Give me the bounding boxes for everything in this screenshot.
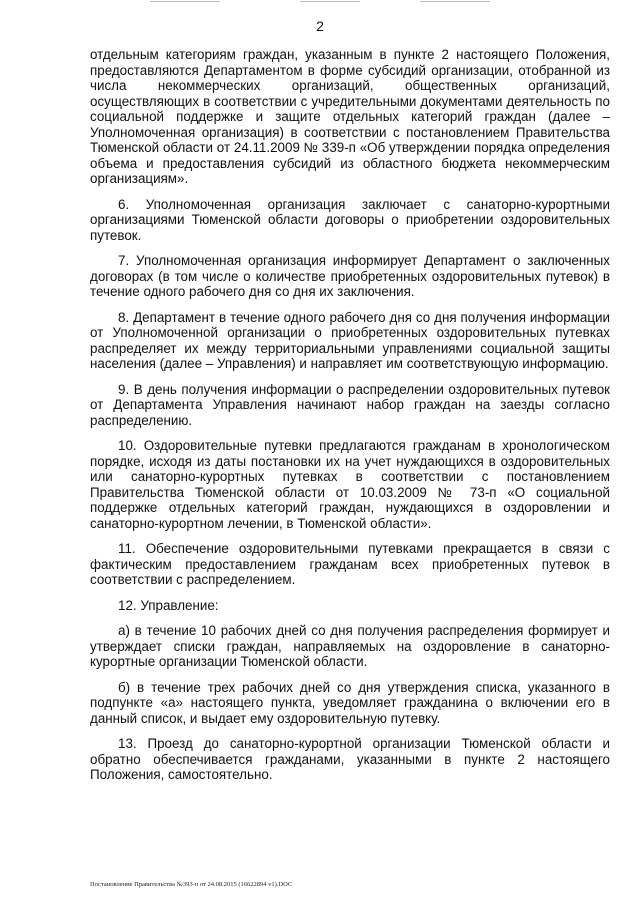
- paragraph-item-10: 10. Оздоровительные путевки предлагаются гражданам в хронологическом порядке, исходя из даты постановки их на учет нуждающихся в оздоровительных или санаторно-курортных путевках в соответствии с постановлением Правительства Тюменской области от 10.03.2009 № 73-п «О социальной поддержке отдельных категорий граждан, нуждающихся в оздоровлении и санаторно-курортном лечении, в Тюменской области».: [90, 438, 610, 531]
- scan-edge-line: [150, 1, 220, 2]
- page-number: 2: [316, 18, 324, 34]
- paragraph-item-11: 11. Обеспечение оздоровительными путевками прекращается в связи с фактическим предоставлением гражданам всех приобретенных путевок в соответствии с распределением.: [90, 541, 610, 587]
- scan-edge-line: [420, 1, 490, 2]
- document-footer: Постановление Правительства №393-п от 24.08.2015 (16622894 v1).DOC: [90, 881, 293, 888]
- paragraph-item-12: 12. Управление:: [118, 597, 219, 613]
- scan-edge-line: [300, 1, 360, 2]
- paragraph: отдельным категориям граждан, указанным в пункте 2 настоящего Положения, предоставляются Департаментом в форме субсидий организации, отобранной из числа некоммерческих организаций, общественных организаций, осуществляющих в соответствии с учредительными документами деятельность по социальной поддержке и защите отдельных категорий граждан (далее – Уполномоченная организация) в соответствии с постановлением Правительства Тюменской области от 24.11.2009 № 339-п «Об утверждении порядка определения объема и предоставления субсидий из областного бюджета некоммерческим организациям».: [90, 47, 610, 186]
- paragraph-item-8: 8. Департамент в течение одного рабочего дня со дня получения информации от Уполномоченной организации о приобретенных оздоровительных путевках распределяет их между территориальными управлениями социальной защиты населения (далее – Управления) и направляет им соответствующую информацию.: [90, 309, 610, 371]
- subparagraph-a: а) в течение 10 рабочих дней со дня получения распределения формирует и утверждает списки граждан, направляемых на оздоровление в санаторно-курортные организации Тюменской области.: [90, 623, 610, 669]
- paragraph-item-7: 7. Уполномоченная организация информирует Департамент о заключенных договорах (в том числе о количестве приобретенных оздоровительных путевок) в течение одного рабочего дня со дня их заключения.: [90, 253, 610, 299]
- subparagraph-b: б) в течение трех рабочих дней со дня утверждения списка, указанного в подпункте «а» настоящего пункта, уведомляет гражданина о включении его в данный список, и выдает ему оздоровительную путевку.: [90, 679, 610, 726]
- paragraph-item-9: 9. В день получения информации о распределении оздоровительных путевок от Департамента Управления начинают набор граждан на заезды согласно распределению.: [90, 381, 610, 428]
- paragraph-item-13: 13. Проезд до санаторно-курортной организации Тюменской области и обратно обеспечивается гражданами, указанными в пункте 2 настоящего Положения, самостоятельно.: [90, 736, 610, 782]
- paragraph-item-6: 6. Уполномоченная организация заключает с санаторно-курортными организациями Тюменской области договоры о приобретении оздоровительных путевок.: [90, 196, 610, 243]
- document-body: [90, 47, 610, 793]
